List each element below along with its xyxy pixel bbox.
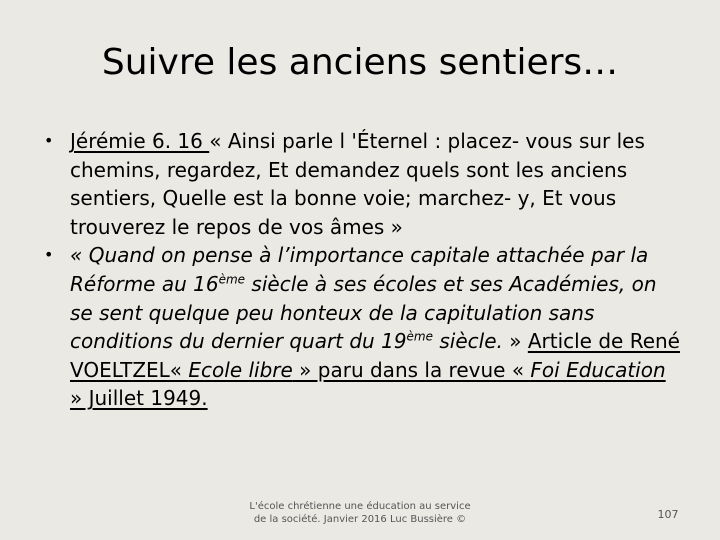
bullet-list bbox=[44, 127, 684, 413]
footer-line: de la société. Janvier 2016 Luc Bussière © bbox=[253, 514, 467, 525]
superscript: ème bbox=[218, 272, 246, 287]
book-title: Ecole libre bbox=[188, 357, 293, 382]
article-prefix: Article de René VOELTZEL« bbox=[70, 329, 680, 382]
bullet-item bbox=[44, 127, 684, 241]
quote-close: » bbox=[502, 329, 528, 354]
quote-text: siècle à ses écoles et ses Académies, on se sent quelque peu honteux de la capitulation sans conditions du dernier quart du 19 bbox=[70, 271, 657, 354]
slide-title: Suivre les anciens sentiers… bbox=[101, 42, 619, 83]
footer-line: L'école chrétienne une éducation au service bbox=[249, 501, 471, 512]
journal-title: Foi Education bbox=[530, 357, 666, 382]
page-number: 107 bbox=[657, 508, 679, 521]
quote-text: siècle. bbox=[433, 329, 503, 354]
bullet-icon: • bbox=[44, 131, 54, 150]
bullet-item bbox=[44, 241, 684, 413]
slide-footer bbox=[244, 500, 476, 526]
scripture-reference: Jérémie 6. 16 bbox=[70, 129, 210, 153]
bullet-icon: • bbox=[44, 245, 54, 265]
scripture-text: « Ainsi parle l 'Éternel : placez- vous sur les chemins, regardez, Et demandez quels sont les anciens sentiers, Quelle est la bonne voie; marchez- y, Et vous trouverez le repos de vos âmes » bbox=[70, 129, 645, 239]
citation-date: » Juillet 1949. bbox=[70, 386, 208, 411]
superscript: ème bbox=[406, 329, 434, 344]
quote-text: « Quand on pense à l’importance capitale attachée par la Réforme au 16 bbox=[70, 243, 649, 296]
paru-text: » paru dans la revue « bbox=[292, 357, 531, 382]
